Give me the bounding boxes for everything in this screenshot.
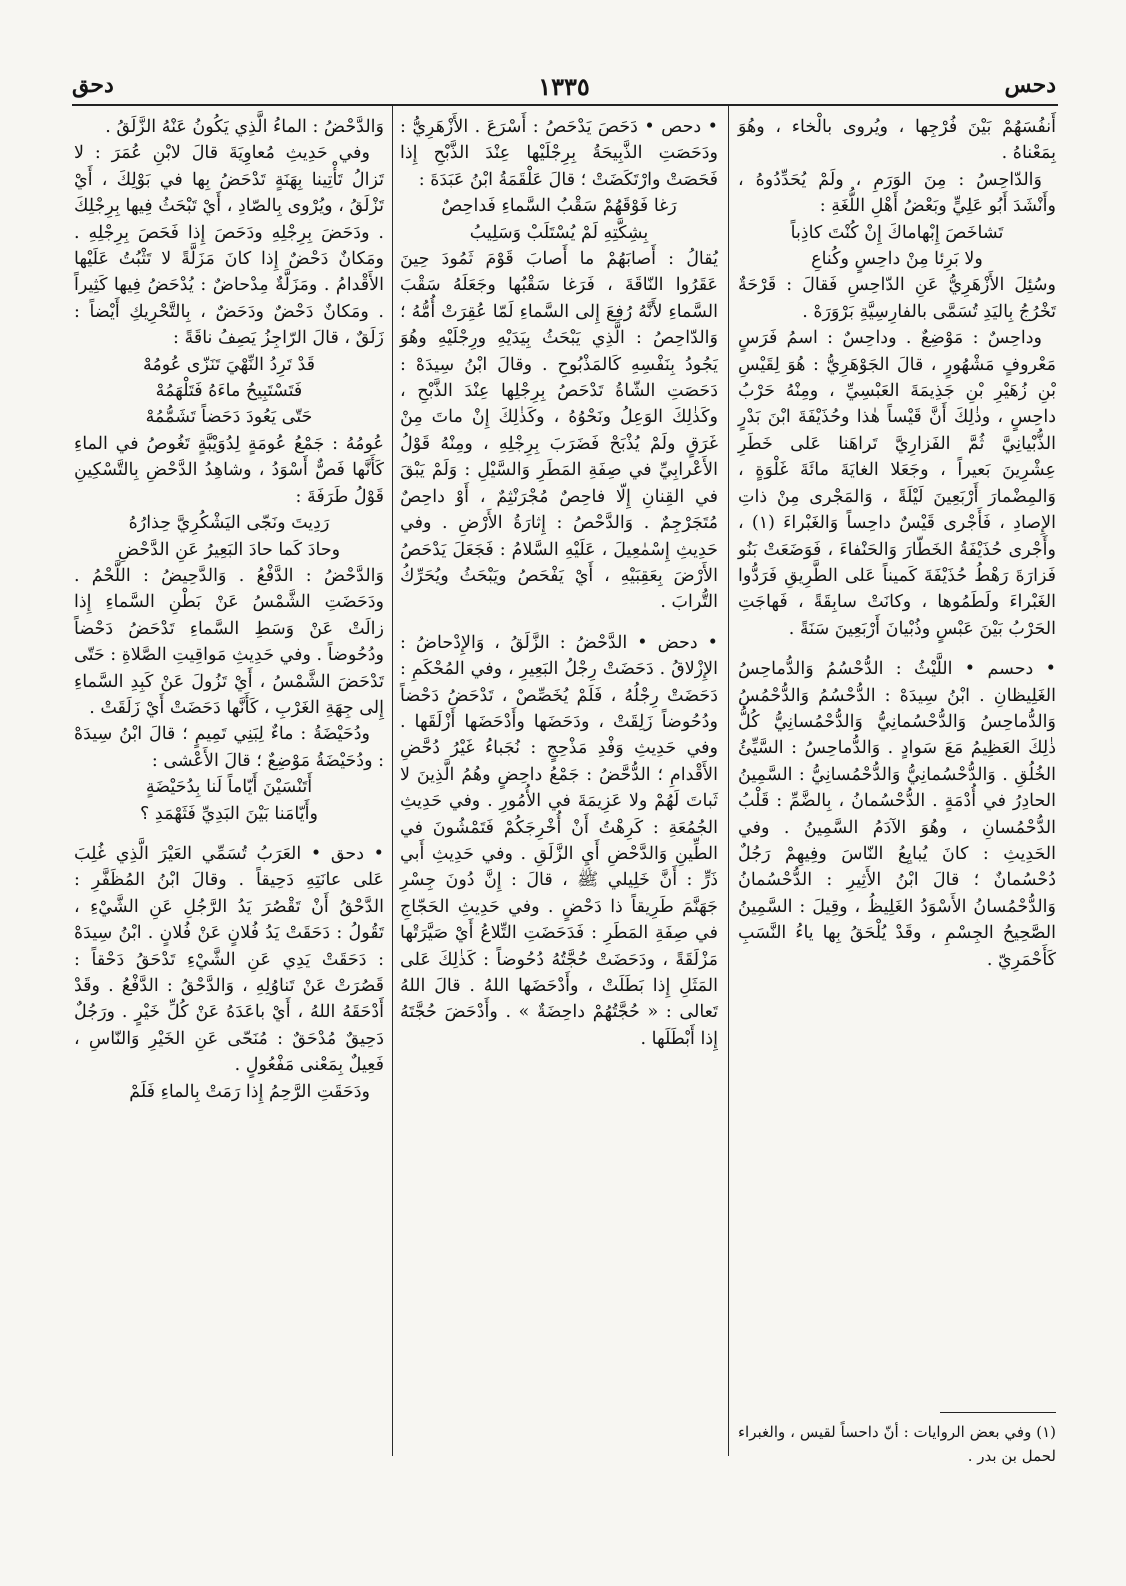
paragraph: أَنفُسَهُمْ بَيْنَ فُرْجِها ، ويُروى بالْخاء ، وهُوَ بِمَعْناهُ . bbox=[738, 117, 1056, 164]
verse-line: حَتّى يَعُودَ دَحَضاً تَشَمُّمُهْ bbox=[145, 407, 313, 428]
entry-dahsam: • دحسم • اللَّيْثُ : الدُّحْسُمُ وَالدُّماحِسُ الغَلِيظانِ . ابْنُ سِيدَهْ : الدُّحْسُمُ وَالدُّحْمُسُ وَالدُّماحِسُ وَالدُّحْسُمانِيُّ وَالدُّحْمُسانِيُّ كُلُّ ذٰلِكَ العَظِيمُ مَعَ سَوادٍ . وَالدُّماحِسُ : السَّيِّئُ الخُلُقِ . وَالدُّحْسُمانِيُّ وَالدُّحْمُسانِيُّ : السَّمِينُ الحادِرُ في أُدْمَةٍ . الدُّحْسُمانُ ، بِالضَّمِّ : قَلْبُ الدُّحْمُسانِ ، وهُوَ الآدَمُ السَّمِينُ . وفي الحَدِيثِ : كانَ يُبايِعُ النّاسَ وفِيهِمْ رَجُلٌ دُحْسُمانٌ ؛ قالَ ابْنُ الأَثِيرِ : الدُّحْسُمانُ وَالدُّحْمُسانُ الأَسْوَدُ الغَلِيظُ ، وقِيلَ : السَّمِينُ الصَّحِيحُ الجِسْمِ ، وقَدْ يُلْحَقُ بِها ياءُ النَّسَبِ كَأَحْمَرِيّ . bbox=[738, 659, 1056, 970]
paragraph: ودَحَقَتِ الرَّحِمُ إِذا رَمَتْ بِالماءِ فَلَمْ bbox=[129, 1081, 370, 1102]
column-divider bbox=[392, 106, 393, 1456]
paragraph: وفي حَدِيثِ مُعاوِيَةَ قالَ لابْنِ عُمَرَ : لا تَزالُ تَأْتِينا بِهَنَةٍ تَدْحَضُ بِها في بَوْلِكَ ، أَيْ تَزْلَقُ ، ويُرْوى بِالصّادِ ، أَيْ تَبْحَثُ فِيها بِرِجْلِكَ . ودَحَضَ بِرِجْلِهِ ودَحَصَ إِذا فَحَصَ بِرِجْلِهِ . ومَكانٌ دَحْضٌ إِذا كانَ مَزَلَّةً لا تَثْبُتُ عَلَيْها الأَقْدامُ . ومَزَلَّةٌ مِدْحاضٌ : يُدْحَضُ فِيها كَثِيراً . ومَكانٌ دَحْضٌ ودَحَضٌ ، بِالتَّحْرِيكِ أَيْضاً : زَلَقٌ ، قالَ الرّاجِزُ يَصِفُ ناقَةً : bbox=[74, 143, 384, 349]
verse-line: تَشاخَصَ إِبْهاماكَ إِنْ كُنْتَ كاذِباً bbox=[790, 222, 1004, 243]
paragraph: وَالدّاحِسُ : مِنَ الوَرَمِ ، ولَمْ يُحَدِّدُوهُ ، وأَنْشَدَ أَبُو عَلِيٍّ وبَعْضُ أَهْلِ اللُّغَةِ : bbox=[738, 169, 1056, 217]
footnote bbox=[738, 1420, 1056, 1468]
entry-dahas: • دحص • دَحَصَ يَدْحَصُ : أَسْرَعَ . الأَزْهَرِيُّ : ودَحَصَتِ الذَّبِيحَةُ بِرِجْلَيْها عِنْدَ الذَّبْحِ إِذا فَحَصَتْ وارْتَكَضَتْ ؛ قالَ عَلْقَمَةُ ابْنُ عَبَدَةَ : bbox=[400, 117, 718, 190]
verse-line: وحادَ كَما حادَ البَعِيرُ عَنِ الدَّحْضِ bbox=[117, 539, 341, 560]
column-left bbox=[74, 114, 384, 1105]
verse-line: بِشِكَّتِهِ لَمْ يُسْتَلَبْ وَسَلِيبُ bbox=[469, 222, 649, 243]
footnote-text: (١) وفي بعض الروايات : أنّ داحساً لقيس ، والغبراء لحمل بن بدر . bbox=[738, 1423, 1056, 1465]
column-right bbox=[738, 114, 1056, 973]
verse-line: وأَيّامَنا بَيْنَ البَدِيِّ فَثَهْمَدِ ؟ bbox=[140, 803, 318, 824]
entry-dahad: • دحض • الدَّحْضُ : الزَّلَقُ ، وَالإِدْحاضُ : الإِزْلاقُ . دَحَضَتْ رِجْلُ البَعِيرِ ، وفي المُحْكَمِ : دَحَضَتْ رِجْلُهُ ، فَلَمْ يُخَصِّصْ ، تَدْحَضُ دَحْضاً ودُحُوضاً زَلِقَتْ ، ودَحَضَها وأَدْحَضَها أَزْلَقَها . وفي حَدِيثِ وَفْدِ مَذْحِجٍ : نُجَباءُ غَيْرُ دُحَّضِ الأَقْدامِ ؛ الدُّحَّضُ : جَمْعُ داحِضٍ وهُمُ الَّذِينَ لا ثَباتَ لَهُمْ ولا عَزِيمَةَ في الأُمُورِ . وفي حَدِيثِ الجُمُعَةِ : كَرِهْتُ أَنْ أُخْرِجَكُمْ فَتَمْشُونَ في الطِّينِ وَالدَّحْضِ أَيِ الزَّلَقِ . وفي حَدِيثِ أَبي ذَرٍّ : أَنَّ خَلِيلي ﷺ ، قالَ : إِنَّ دُونَ جِسْرِ جَهَنَّمَ طَرِيقاً ذا دَحْضٍ . وفي حَدِيثِ الحَجّاجِ في صِفَةِ المَطَرِ : فَدَحَضَتِ التِّلاعُ أَيْ صَيَّرَتْها مَزْلَقَةً ، ودَحَضَتْ حُجَّتُهُ دُحُوضاً : كَذٰلِكَ عَلى المَثَلِ إِذا بَطَلَتْ ، وأَدْحَضَها اللهُ . قالَ اللهُ تَعالى : « حُجَّتُهُمْ داحِضَةٌ » . وأَدْحَضَ حُجَّتَهُ إِذا أَبْطَلَها . bbox=[400, 632, 718, 1049]
column-middle bbox=[400, 114, 718, 1052]
paragraph: عُومُهُ : جَمْعُ عُومَةٍ لِدُوَيْبَّةٍ تَغُوصُ في الماءِ كَأَنَّها فَصٌّ أَسْوَدُ ، وشاهِدُ الدَّحْضِ بِالتَّسْكِينِ قَوْلُ طَرَفَةَ : bbox=[74, 433, 384, 507]
verse-line: أَتَنْسَيْنَ أَيّاماً لَنا بِدُحَيْضَةٍ bbox=[145, 777, 313, 798]
column-divider bbox=[728, 106, 729, 1456]
entry-dahaq: • دحق • العَرَبُ تُسَمِّي العَيْرَ الَّذِي غُلِبَ عَلى عانَتِهِ دَحِيقاً . وقالَ ابْنُ المُظَفَّرِ : الدَّحْقُ أَنْ تَقْصُرَ يَدُ الرَّجُلِ عَنِ الشَّيْءِ ، تَقُولُ : دَحَقَتْ يَدُ فُلانٍ عَنْ فُلانٍ . ابْنُ سِيدَهْ : دَحَقَتْ يَدِي عَنِ الشَّيْءِ تَدْحَقُ دَحْقاً : قَصُرَتْ عَنْ تَناوُلِهِ ، وَالدَّحْقُ : الدَّفْعُ . وقَدْ أَدْحَقَهُ اللهُ ، أَيْ باعَدَهُ عَنْ كُلِّ خَيْرٍ . ورَجُلٌ دَحِيقٌ مُدْحَقٌ : مُنَحّى عَنِ الخَيْرِ وَالنّاسِ ، فَعِيلٌ بِمَعْنى مَفْعُولٍ . bbox=[74, 843, 384, 1076]
verse-line: فَتَسْتَبِيحُ ماءَهُ فَتَلْهَمُهْ bbox=[155, 381, 303, 402]
paragraph: يُقالُ : أَصابَهُمْ ما أَصابَ قَوْمَ ثَمُودَ حِينَ عَقَرُوا النّاقَةَ ، فَرَغا سَقْبُها وجَعَلَهُ سَقْبَ السَّماءِ لأَنَّهُ رُفِعَ إِلى السَّماءِ لَمّا عُقِرَتْ أُمُّهُ ؛ وَالدّاحِصُ : الَّذِي يَبْحَثُ بِيَدَيْهِ ورِجْلَيْهِ وهُوَ يَجُودُ بِنَفْسِهِ كَالمَذْبُوحِ . وقالَ ابْنُ سِيدَهْ : دَحَصَتِ الشّاةُ تَدْحَصُ بِرِجْلِها عِنْدَ الذَّبْحِ ، وكَذٰلِكَ الوَعِلُ ونَحْوُهُ ، وكَذٰلِكَ إِنْ ماتَ مِنْ غَرَقٍ ولَمْ يُذْبَحْ فَضَرَبَ بِرِجْلِهِ ، ومِنْهُ قَوْلُ الأَعْرابِيِّ في صِفَةِ المَطَرِ وَالسَّيْلِ : وَلَمْ يَبْقَ في القِنانِ إِلّا فاحِصٌ مُجْرَنْثِمٌ ، أَوْ داحِصٌ مُتَجَرْجِمٌ . وَالدَّحْصُ : إِثارَةُ الأَرْضِ . وفي حَدِيثِ إِسْمٰعِيلَ ، عَلَيْهِ السَّلامُ : فَجَعَلَ يَدْحَصُ الأَرْضَ بِعَقِبَيْهِ ، أَيْ يَفْحَصُ ويَبْحَثُ ويُحَرِّكُ التُّرابَ . bbox=[400, 249, 718, 613]
page-number: ١٣٣٥ bbox=[538, 72, 590, 101]
paragraph: وَالدَّحْضُ : الدَّفْعُ . وَالدَّحِيضُ : اللَّحْمُ . ودَحَضَتِ الشَّمْسُ عَنْ بَطْنِ السَّماءِ إِذا زالَتْ عَنْ وَسَطِ السَّماءِ تَدْحَضُ دَحْضاً ودُحُوضاً . وفي حَدِيثِ مَواقِيتِ الصَّلاةِ : حَتّى تَدْحَضَ الشَّمْسُ ، أَيْ تَزُولَ عَنْ كَبِدِ السَّماءِ إِلى جِهَةِ الغَرْبِ ، كَأَنَّها دَحَضَتْ أَيْ زَلَقَتْ . bbox=[74, 565, 384, 718]
verse-line: رَدِيتَ ونَجّى اليَشْكُرِيَّ حِذارُهُ bbox=[128, 513, 330, 534]
header-guide-word-right: دحس bbox=[1004, 72, 1056, 98]
paragraph: ودُحَيْضَةُ : ماءٌ لِبَنِي تَمِيمٍ ؛ قالَ ابْنُ سِيدَهْ : ودُحَيْضَةُ مَوْضِعٌ ؛ قالَ الأَعْشى : bbox=[74, 724, 384, 771]
verse-line: ولا بَرِئا مِنْ داحِسٍ وكُناعِ bbox=[811, 249, 983, 270]
paragraph: وَالدَّحْضُ : الماءُ الَّذِي يَكُونُ عَنْهُ الزَّلَقُ . bbox=[105, 117, 384, 137]
header-rule bbox=[72, 104, 1058, 106]
verse-line: قَدْ تَرِدُ النِّهْيَ تَنَزّى عُومُهْ bbox=[143, 354, 315, 375]
footnote-rule bbox=[940, 1412, 1056, 1413]
verse-line: رَغا فَوْقَهُمْ سَقْبُ السَّماءِ فَداحِصٌ bbox=[441, 196, 677, 217]
header-guide-word-left: دحق bbox=[72, 72, 114, 98]
paragraph: وسُئِلَ الأَزْهَرِيُّ عَنِ الدّاحِسِ فَقالَ : قَرْحَةٌ تَخْرُجُ بِاليَدِ تُسَمَّى بالفارِسِيَّةِ بَرْوَرَهْ . bbox=[738, 275, 1056, 322]
paragraph: وداحِسٌ : مَوْضِعٌ . وداحِسٌ : اسمُ فَرَسٍ مَعْروفٍ مَشْهُورٍ ، قالَ الجَوْهَرِيُّ : هُوَ لِقَيْسِ بْنِ زُهَيْرِ بْنِ جَذِيمَةَ العَبْسِيِّ ، ومِنْهُ حَرْبُ داحِسٍ ، وذٰلِكَ أَنَّ قَيْساً هٰذا وحُذَيْفَةَ ابْنَ بَدْرٍ الذُّبْيانِيَّ ثُمَّ الفَزارِيَّ تَراهَنا عَلى خَطَرِ عِشْرِينَ بَعيراً ، وجَعَلا الغايَةَ مائَةَ غَلْوَةٍ ، وَالمِضْمارَ أَرْبَعِينَ لَيْلَةً ، وَالمَجْرى مِنْ ذاتِ الإِصادِ ، فَأَجْرى قَيْسٌ داحِساً وَالغَبْراءَ (١) ، وأَجْرى حُذَيْفَةُ الخَطّارَ وَالحَنْفاءَ ، فَوَضَعَتْ بَنُو فَزارَةَ رَهْطُ حُذَيْفَةَ كَميناً عَلى الطَّرِيقِ فَرَدُّوا الغَبْراءَ ولَطَمُوها ، وكانَتْ سابِقَةً ، فَهاجَتِ الحَرْبُ بَيْنَ عَبْسٍ وذُبْيانَ أَرْبَعِينَ سَنَةً . bbox=[738, 328, 1056, 639]
